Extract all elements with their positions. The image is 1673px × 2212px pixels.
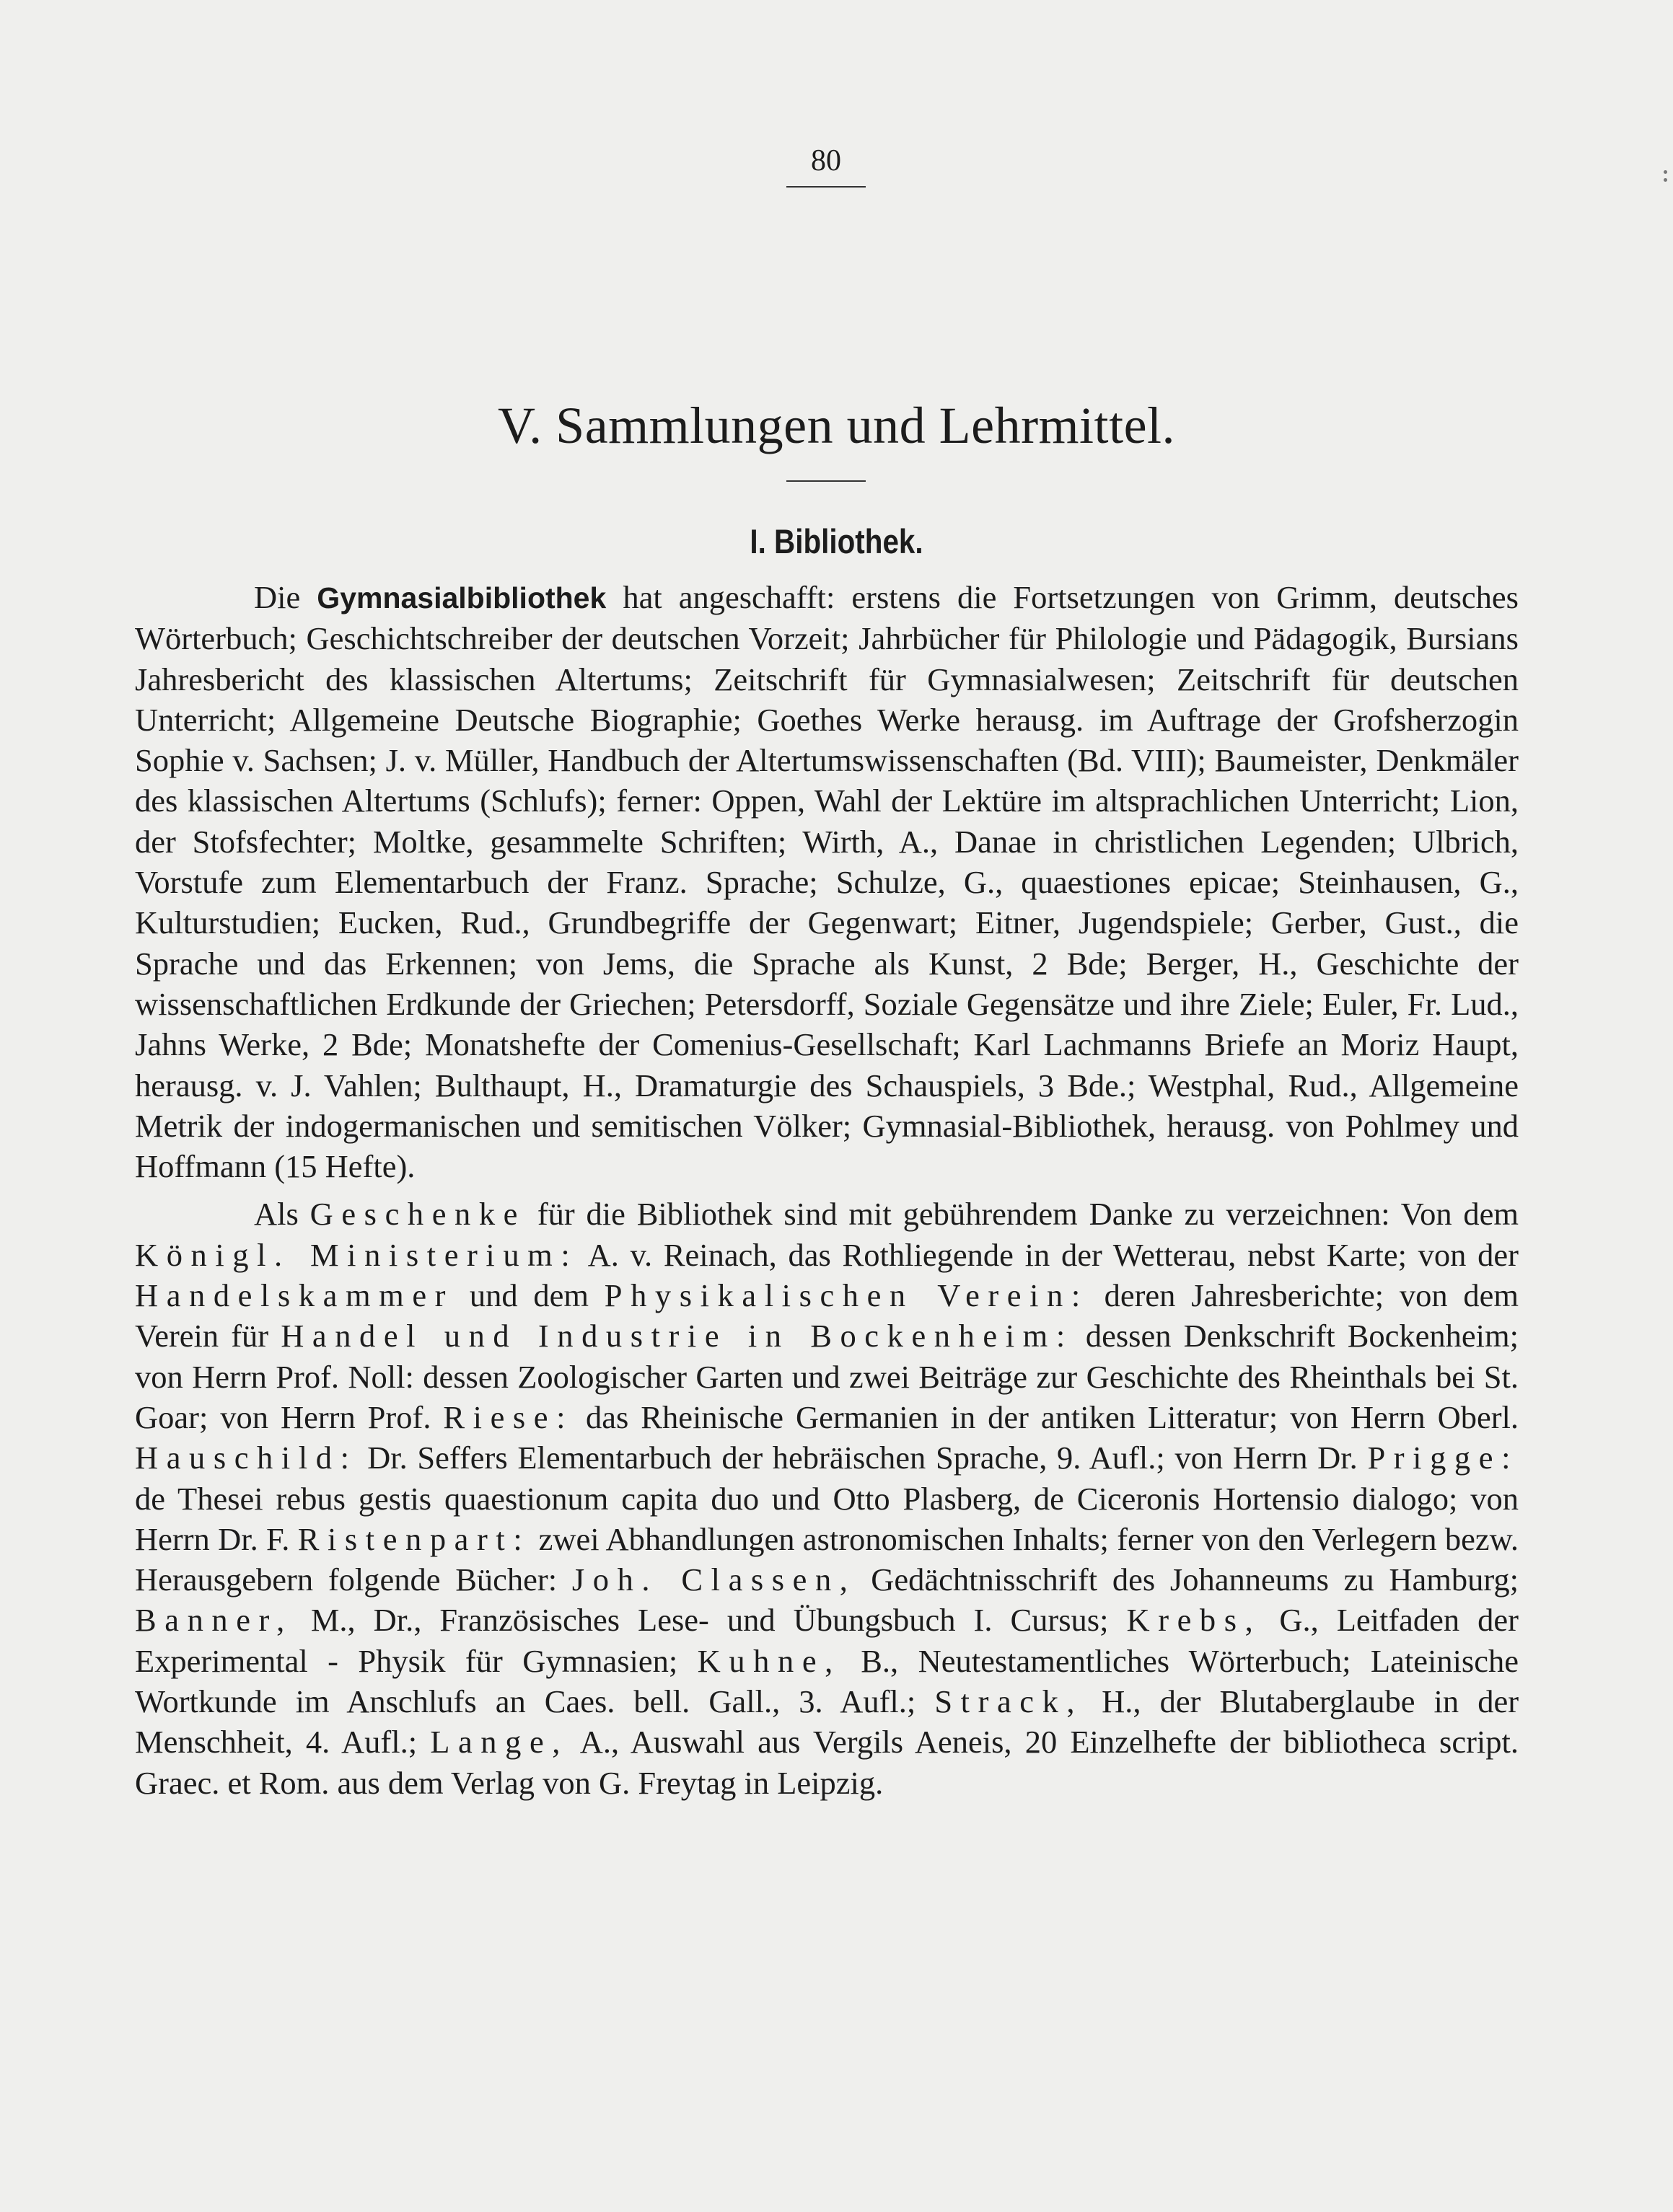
page-number-rule: [786, 186, 866, 188]
text-run: Dr. Seffers Elementarbuch der hebräischen Sprache, 9. Aufl.; von Herrn Dr.: [367, 1440, 1358, 1476]
text-run: H., der Blutaberglaube in der Menschheit, 4. Aufl.;: [135, 1683, 1519, 1761]
spaced-term: Hauschild:: [135, 1440, 358, 1476]
binding-marks: [1657, 166, 1673, 195]
text-run: A. v. Reinach, das Rothliegende in der Wetterau, nebst Karte; von der: [587, 1236, 1519, 1273]
text-run: G., Leitfaden der Experimental - Physik für Gymnasien;: [135, 1602, 1519, 1679]
spaced-term: Handelskammer: [135, 1277, 455, 1314]
spaced-term: Ristenpart:: [297, 1520, 531, 1557]
acquisitions-list: hat angeschafft: erstens die Fortsetzungen von Grimm, deutsches Wörterbuch; Geschichtschreiber der deutschen Vorzeit; Jahrbücher für Philologie und Pädagogik, Bursians Jahresbericht des klassischen Altertums; Zeitschrift für Gymnasialwesen; Zeitschrift für deutschen Unterricht; Allgemeine Deutsche Biographie; Goethes Werke herausg. im Auftrage der Grofsherzogin Sophie v. Sachsen; J. v. Müller, Handbuch der Altertumswissenschaften (Bd. VIII); Baumeister, Denkmäler des klassischen Altertums (Schlufs); ferner: Oppen, Wahl der Lektüre im altsprachlichen Unterricht; Lion, der Stofsfechter; Moltke, gesammelte Schriften; Wirth, A., Danae in christlichen Legenden; Ulbrich, Vorstufe zum Elementarbuch der Franz. Sprache; Schulze, G., quaestiones epicae; Steinhausen, G., Kulturstudien; Eucken, Rud., Grundbegriffe der Gegenwart; Eitner, Jugendspiele; Gerber, Gust., die Sprache und das Erkennen; von Jems, die Sprache als Kunst, 2 Bde; Berger, H., Geschichte der wissenschaftlichen Erdkunde der Griechen; Petersdorff, Soziale Gegensätze und ihre Ziele; Euler, Fr. Lud., Jahns Werke, 2 Bde; Monatshefte der Comenius-Gesellschaft; Karl Lachmanns Briefe an Moriz Haupt, herausg. v. J. Vahlen; Bulthaupt, H., Dramaturgie des Schauspiels, 3 Bde.; Westphal, Rud., Allgemeine Metrik der indogermanischen und semitischen Völker; Gymnasial-Bibliothek, herausg. von Pohlmey und Hoffmann (15 Hefte).: [135, 579, 1519, 1185]
chapter-title: V. Sammlungen und Lehrmittel.: [497, 397, 1176, 454]
spaced-term: Prigge:: [1367, 1440, 1519, 1476]
spaced-term: Lange,: [430, 1724, 568, 1761]
text-run: für die Bibliothek sind mit gebührendem Danke zu verzeichnen: Von dem: [537, 1196, 1519, 1233]
text-run: dessen Denkschrift Bockenheim; von Herrn Prof. Noll: dessen Zoologischer Garten und zwei Beiträge zur Geschichte des Rheinthals bei St. Goar; von Herrn Prof.: [135, 1318, 1519, 1435]
binding-dot: [1664, 178, 1667, 182]
spaced-term: Banner,: [135, 1602, 293, 1639]
paragraph-acquisitions: [135, 577, 1519, 1186]
spaced-term: Geschenke: [309, 1196, 526, 1233]
spaced-term: Königl. Ministerium:: [135, 1236, 579, 1273]
text-run: deren Jahresberichte; von dem Verein für: [135, 1277, 1519, 1354]
text-run: und dem: [469, 1277, 589, 1314]
binding-dot: [1664, 170, 1667, 174]
spaced-term: Strack,: [934, 1683, 1084, 1720]
body-text: [135, 577, 1519, 1803]
text-run: das Rheinische Germanien in der antiken Litteratur; von Herrn Oberl.: [586, 1398, 1519, 1435]
paragraph-intro: Die: [254, 579, 301, 615]
spaced-term: Physikalischen Verein:: [604, 1277, 1089, 1314]
spaced-term: Riese:: [443, 1398, 574, 1435]
spaced-term: Krebs,: [1126, 1602, 1262, 1639]
spaced-term: Handel und Industrie in Bockenheim:: [281, 1318, 1073, 1354]
title-divider: [786, 480, 866, 482]
spaced-term: Kuhne,: [697, 1642, 841, 1679]
text-run: de Thesei rebus gestis quaestionum capita duo und Otto Plasberg, de Ciceronis Hortensio dialogo; von Herrn Dr. F.: [135, 1480, 1519, 1557]
paragraph-gifts: [135, 1194, 1519, 1802]
text-run: B., Neutestamentliches Wörterbuch; Lateinische Wortkunde im Anschlufs an Caes. bell. Gall., 3. Aufl.;: [135, 1642, 1519, 1720]
section-heading: I. Bibliothek.: [750, 522, 923, 560]
page-number: 80: [811, 144, 841, 177]
gymnasialbibliothek-term: Gymnasialbibliothek: [317, 581, 607, 614]
text-run: zwei Abhandlungen astronomischen Inhalts; ferner von den Verlegern bezw. Herausgebern folgende Bücher:: [135, 1520, 1519, 1598]
text-run: M., Dr., Französisches Lese- und Übungsbuch I. Cursus;: [310, 1602, 1109, 1639]
text-run: Als: [254, 1196, 299, 1233]
text-run: Gedächtnisschrift des Johanneums zu Hamburg;: [871, 1561, 1519, 1598]
text-run: A., Auswahl aus Vergils Aeneis, 20 Einzelhefte der bibliotheca script. Graec. et Rom. aus dem Verlag von G. Freytag in Leipzig.: [135, 1724, 1519, 1801]
spaced-term: Joh. Classen,: [571, 1561, 856, 1598]
